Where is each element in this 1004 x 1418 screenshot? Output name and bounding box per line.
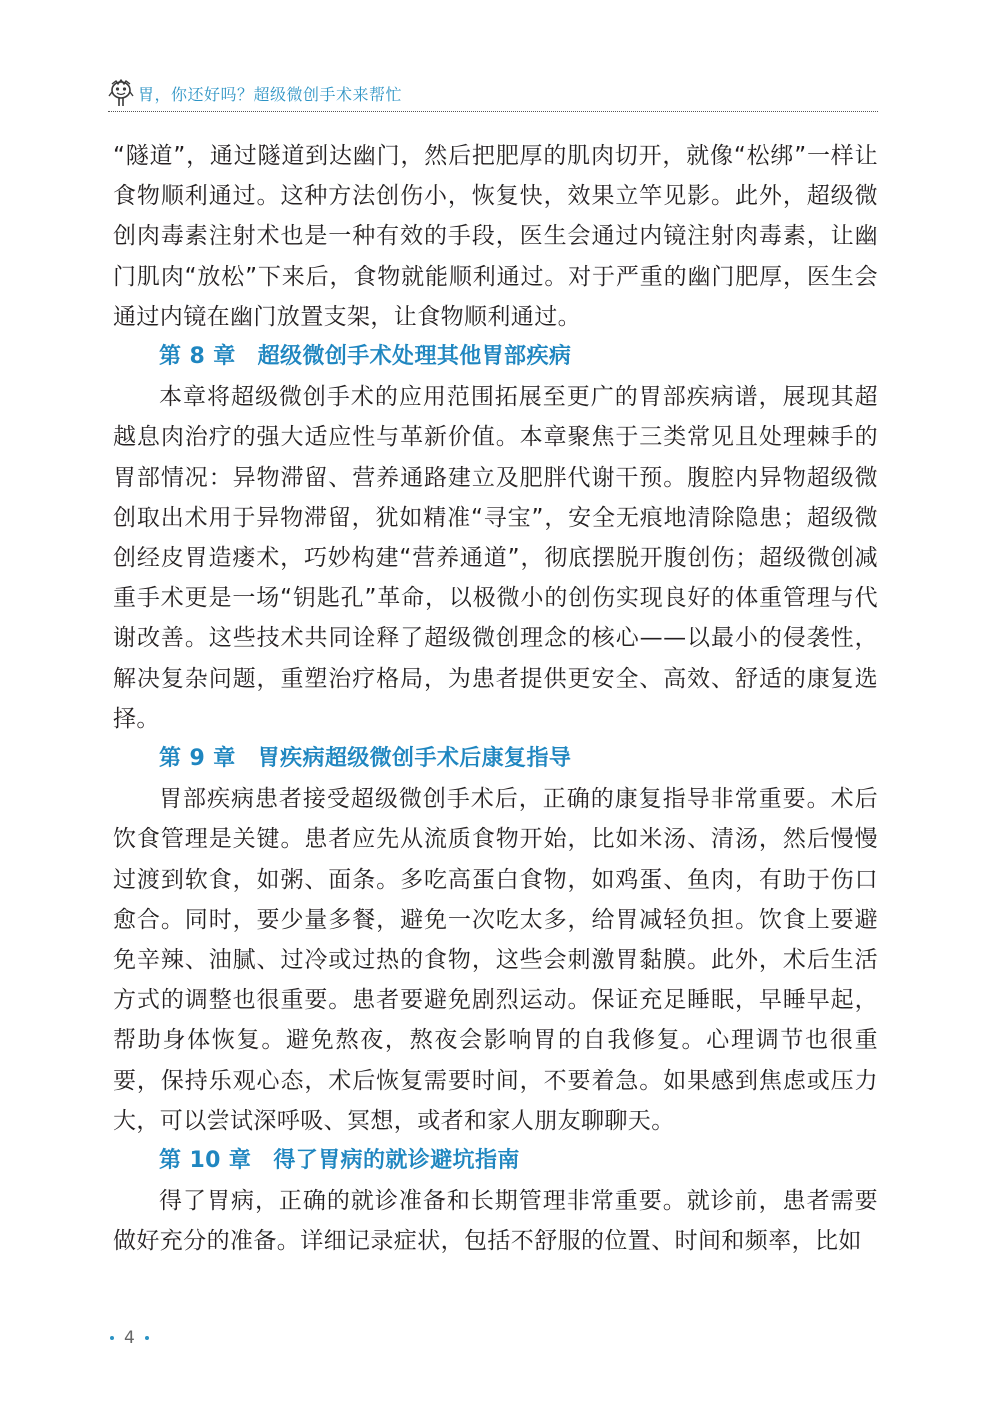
page-number: 4 <box>124 1328 135 1348</box>
page-body <box>113 136 878 1262</box>
chapter-9-number: 第 9 章 <box>159 746 236 772</box>
header-divider <box>108 111 878 112</box>
stomach-mascot-icon <box>108 78 134 108</box>
chapter-9-title: 胃疾病超级微创手术后康复指导 <box>257 746 572 772</box>
chapter-9-heading <box>113 739 878 779</box>
chapter-10-summary: 得了胃病，正确的就诊准备和长期管理非常重要。就诊前，患者需要做好充分的准备。详细记录症状，包括不舒服的位置、时间和频率，比如 <box>113 1188 878 1255</box>
chapter-8-summary: 本章将超级微创手术的应用范围拓展至更广的胃部疾病谱，展现其超越息肉治疗的强大适应性与革新价值。本章聚焦于三类常见且处理棘手的胃部情况：异物滞留、营养通路建立及肥胖代谢干预。腹腔内异物超级微创取出术用于异物滞留，犹如精准“寻宝”，安全无痕地清除隐患；超级微创经皮胃造瘘术，巧妙构建“营养通道”，彻底摆脱开腹创伤；超级微创减重手术更是一场“钥匙孔”革命，以极微小的创伤实现良好的体重管理与代谢改善。这些技术共同诠释了超级微创理念的核心——以最小的侵袭性，解决复杂问题，重塑治疗格局，为患者提供更安全、高效、舒适的康复选择。 <box>113 384 878 732</box>
chapter-10-number: 第 10 章 <box>159 1148 252 1174</box>
chapter-8-title: 超级微创手术处理其他胃部疾病 <box>257 344 572 370</box>
page-footer <box>100 1328 159 1352</box>
chapter-8-heading <box>113 337 878 377</box>
chapter-10-title: 得了胃病的就诊避坑指南 <box>273 1148 520 1174</box>
chapter-9-summary: 胃部疾病患者接受超级微创手术后，正确的康复指导非常重要。术后饮食管理是关键。患者应先从流质食物开始，比如米汤、清汤，然后慢慢过渡到软食，如粥、面条。多吃高蛋白食物，如鸡蛋、鱼肉，有助于伤口愈合。同时，要少量多餐，避免一次吃太多，给胃减轻负担。饮食上要避免辛辣、油腻、过冷或过热的食物，这些会刺激胃黏膜。此外，术后生活方式的调整也很重要。患者要避免剧烈运动。保证充足睡眠，早睡早起，帮助身体恢复。避免熬夜，熬夜会影响胃的自我修复。心理调节也很重要，保持乐观心态，术后恢复需要时间，不要着急。如果感到焦虑或压力大，可以尝试深呼吸、冥想，或者和家人朋友聊聊天。 <box>113 786 878 1134</box>
chapter-8-number: 第 8 章 <box>159 344 236 370</box>
footer-dot-right <box>145 1336 149 1340</box>
chapter-10-heading <box>113 1141 878 1181</box>
paragraph-continued: “隧道”，通过隧道到达幽门，然后把肥厚的肌肉切开，就像“松绑”一样让食物顺利通过。这种方法创伤小，恢复快，效果立竿见影。此外，超级微创肉毒素注射术也是一种有效的手段，医生会通过内镜注射肉毒素，让幽门肌肉“放松”下来后，食物就能顺利通过。对于严重的幽门肥厚，医生会通过内镜在幽门放置支架，让食物顺利通过。 <box>113 143 878 330</box>
running-header <box>108 78 878 118</box>
book-title: 胃，你还好吗？超级微创手术来帮忙 <box>138 85 403 104</box>
footer-dot-left <box>110 1336 114 1340</box>
